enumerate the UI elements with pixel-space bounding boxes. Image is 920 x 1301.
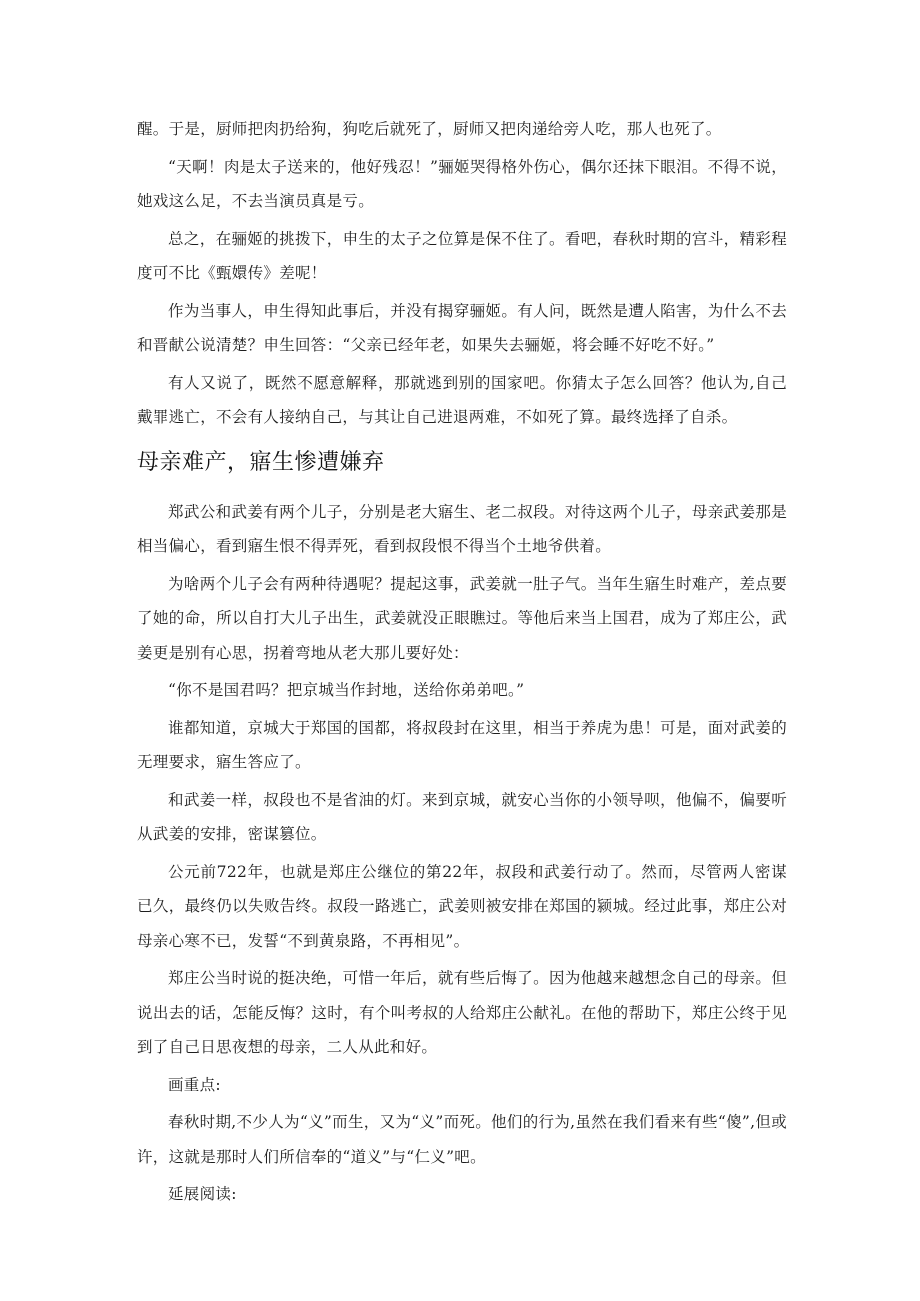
paragraph: 有人又说了，既然不愿意解释，那就逃到别的国家吧。你猜太子怎么回答？他认为,自己戴罪逃亡，不会有人接纳自己，与其让自己进退两难，不如死了算。最终选择了自杀。 — [137, 373, 787, 426]
paragraph: 春秋时期,不少人为“义”而生，又为“义”而死。他们的行为,虽然在我们看来有些“傻”,但或许，这就是那时人们所信奉的“道义”与“仁义”吧。 — [137, 1113, 787, 1166]
paragraph: 醒。于是，厨师把肉扔给狗，狗吃后就死了，厨师又把肉递给旁人吃，那人也死了。 — [137, 120, 722, 138]
paragraph: “天啊！肉是太子送来的，他好残忍！”骊姬哭得格外伤心，偶尔还抹下眼泪。不得不说，她戏这么足，不去当演员真是亏。 — [137, 157, 787, 210]
paragraph: 总之，在骊姬的挑拨下，申生的太子之位算是保不住了。看吧，春秋时期的宫斗，精彩程度可不比《甄嬛传》差呢！ — [137, 229, 787, 282]
quote-paragraph: “你不是国君吗？把京城当作封地，送给你弟弟吧。” — [168, 681, 525, 699]
paragraph: 郑武公和武姜有两个儿子，分别是老大寤生、老二叔段。对待这两个儿子，母亲武姜那是相当偏心，看到寤生恨不得弄死，看到叔段恨不得当个土地爷供着。 — [137, 502, 787, 555]
extended-reading-label: 延展阅读: — [168, 1185, 237, 1203]
paragraph: 郑庄公当时说的挺决绝，可惜一年后，就有些后悔了。因为他越来越想念自己的母亲。但说出去的话，怎能反悔？这时，有个叫考叔的人给郑庄公献礼。在他的帮助下，郑庄公终于见到了自己日思夜想的母亲，二人从此和好。 — [137, 969, 787, 1056]
document-page — [137, 112, 787, 1212]
paragraph: 谁都知道，京城大于郑国的国都，将叔段封在这里，相当于养虎为患！可是，面对武姜的无理要求，寤生答应了。 — [137, 718, 787, 771]
section-heading: 母亲难产，寤生惨遭嫌弃 — [137, 449, 385, 475]
paragraph: 作为当事人，申生得知此事后，并没有揭穿骊姬。有人问，既然是遭人陷害，为什么不去和晋献公说清楚？申生回答：“父亲已经年老，如果失去骊姬，将会睡不好吃不好。” — [137, 301, 787, 354]
highlight-label: 画重点: — [168, 1075, 221, 1094]
paragraph: 和武姜一样，叔段也不是省油的灯。来到京城，就安心当你的小领导呗，他偏不，偏要听从武姜的安排，密谋篡位。 — [137, 790, 787, 843]
paragraph: 为啥两个儿子会有两种待遇呢？提起这事，武姜就一肚子气。当年生寤生时难产，差点要了她的命，所以自打大儿子出生，武姜就没正眼瞧过。等他后来当上国君，成为了郑庄公，武姜更是别有心思，拐着弯地从老大那儿要好处： — [137, 574, 787, 662]
paragraph: 公元前722年，也就是郑庄公继位的第22年，叔段和武姜行动了。然而，尽管两人密谋已久，最终仍以失败告终。叔段一路逃亡，武姜则被安排在郑国的颍城。经过此事，郑庄公对母亲心寒不已，发誓“不到黄泉路，不再相见”。 — [137, 862, 787, 950]
